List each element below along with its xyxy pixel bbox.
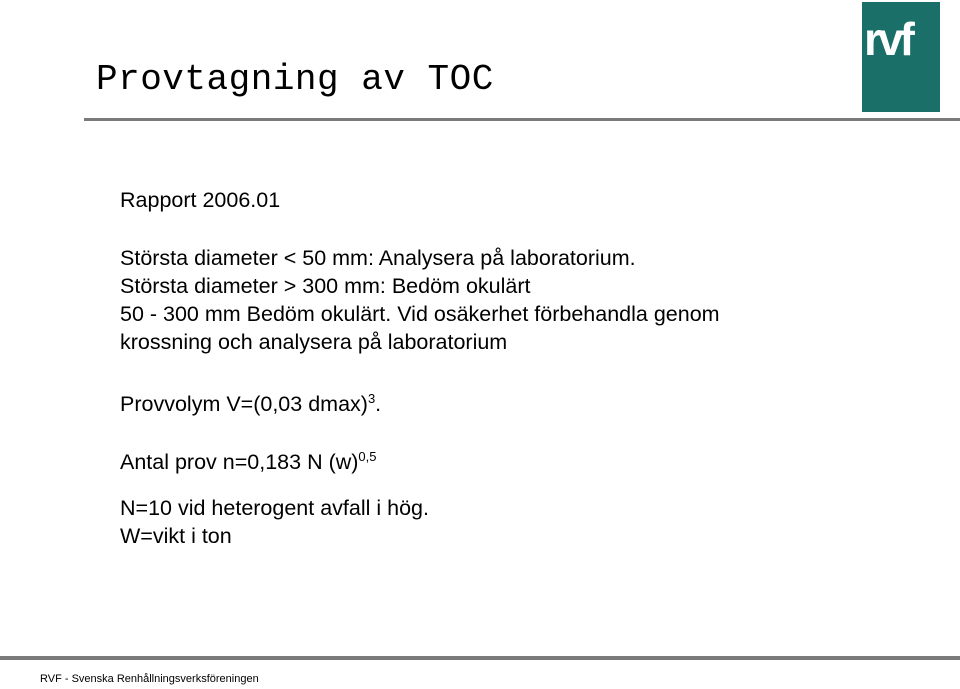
formula-text: Antal prov n=0,183 N (w): [120, 450, 359, 474]
report-reference: Rapport 2006.01: [120, 188, 281, 212]
logo-text: rvf: [864, 13, 911, 65]
content-block: [120, 244, 720, 356]
text-line: Största diameter > 300 mm: Bedöm okulärt: [120, 274, 531, 298]
text-line: Största diameter < 50 mm: Analysera på laboratorium.: [120, 246, 636, 270]
volume-formula: [120, 390, 381, 418]
formula-exponent: 0,5: [358, 449, 377, 464]
text-line: W=vikt i ton: [120, 524, 232, 548]
text-line: krossning och analysera på laboratorium: [120, 330, 508, 354]
count-formula: [120, 448, 377, 476]
formula-text: .: [375, 392, 382, 416]
formula-text: Provvolym V=(0,03 dmax): [120, 392, 368, 416]
formula-exponent: 3: [367, 391, 376, 406]
footer-text: RVF - Svenska Renhållningsverksföreningen: [40, 673, 259, 685]
title-divider: [84, 118, 960, 121]
slide-title: Provtagning av TOC: [96, 59, 494, 100]
footer-divider: [0, 656, 960, 660]
text-line: 50 - 300 mm Bedöm okulärt. Vid osäkerhet förbehandla genom: [120, 302, 720, 326]
rvf-logo: [862, 2, 940, 112]
definitions-block: [120, 494, 429, 550]
text-line: N=10 vid heterogent avfall i hög.: [120, 496, 429, 520]
